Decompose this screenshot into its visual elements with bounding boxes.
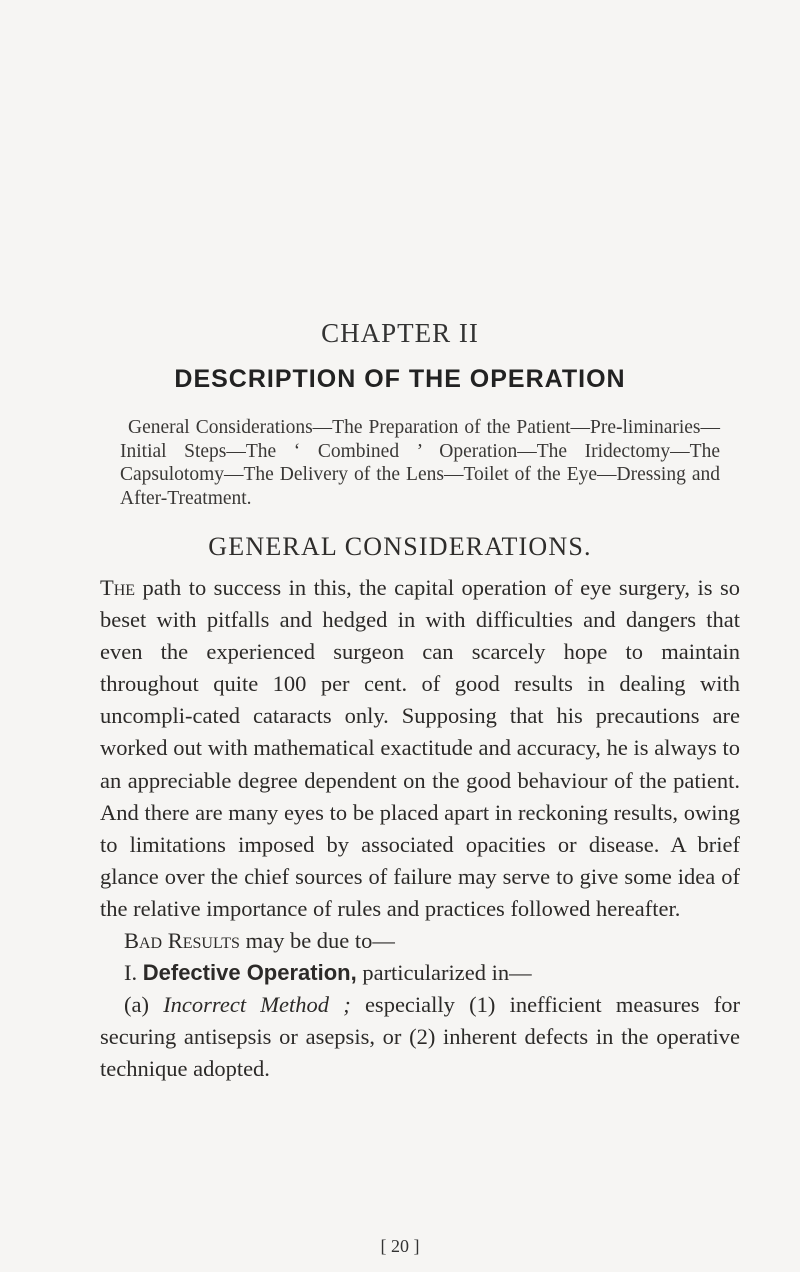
chapter-label: CHAPTER II <box>321 318 479 348</box>
paragraph-4-italic: Incorrect Method ; <box>163 992 351 1018</box>
paragraph-4-text: especially (1) inefficient measures for securing antisepsis or asepsis, or (2) inherent defects in the operative technique adopted. <box>100 992 740 1082</box>
paragraph-3-bold: Defective Operation, <box>142 960 357 986</box>
paragraph-1-text: path to success in this, the capital operation of eye surgery, is so beset with pitfalls and hedged in with difficulties and dangers that even the experienced surgeon can scarcely hope to maintain throughout quite 100 per cent. of good results in dealing with uncompli-cated cataracts only. Supposing that his precautions are worked out with mathematical exactitude and accuracy, he is always to an appreciable degree dependent on the good behaviour of the patient. And there are many eyes to be placed apart in reckoning results, owing to limitations imposed by associated opacities or disease. A brief glance over the chief sources of failure may serve to give some idea of the relative importance of rules and practices followed hereafter. <box>100 575 740 921</box>
paragraph-3 <box>100 957 740 989</box>
paragraph-1 <box>100 572 740 925</box>
paragraph-3-numeral: I. <box>124 960 143 986</box>
chapter-title: DESCRIPTION OF THE OPERATION <box>174 365 626 393</box>
paragraph-4-marker: (a) <box>124 992 164 1018</box>
paragraph-1-lead: The <box>100 575 136 600</box>
paragraph-2-text: may be due to— <box>239 928 395 954</box>
page-number: [ 20 ] <box>380 1236 420 1256</box>
paragraph-3-text: particularized in— <box>356 960 532 986</box>
body-text <box>100 572 740 1086</box>
paragraph-2 <box>100 925 740 957</box>
synopsis-text: General Considerations—The Preparation of the Patient—Pre-liminaries—Initial Steps—The ‘ Combined ’ Operation—The Iridectomy—The Capsulotomy—The Delivery of the Lens—Toilet of the Eye—Dressing and After-Treatment. <box>120 417 720 509</box>
chapter-synopsis <box>120 416 720 510</box>
paragraph-2-lead: Bad Results <box>124 928 240 954</box>
section-heading: GENERAL CONSIDERATIONS. <box>208 532 592 561</box>
paragraph-4 <box>100 989 740 1085</box>
